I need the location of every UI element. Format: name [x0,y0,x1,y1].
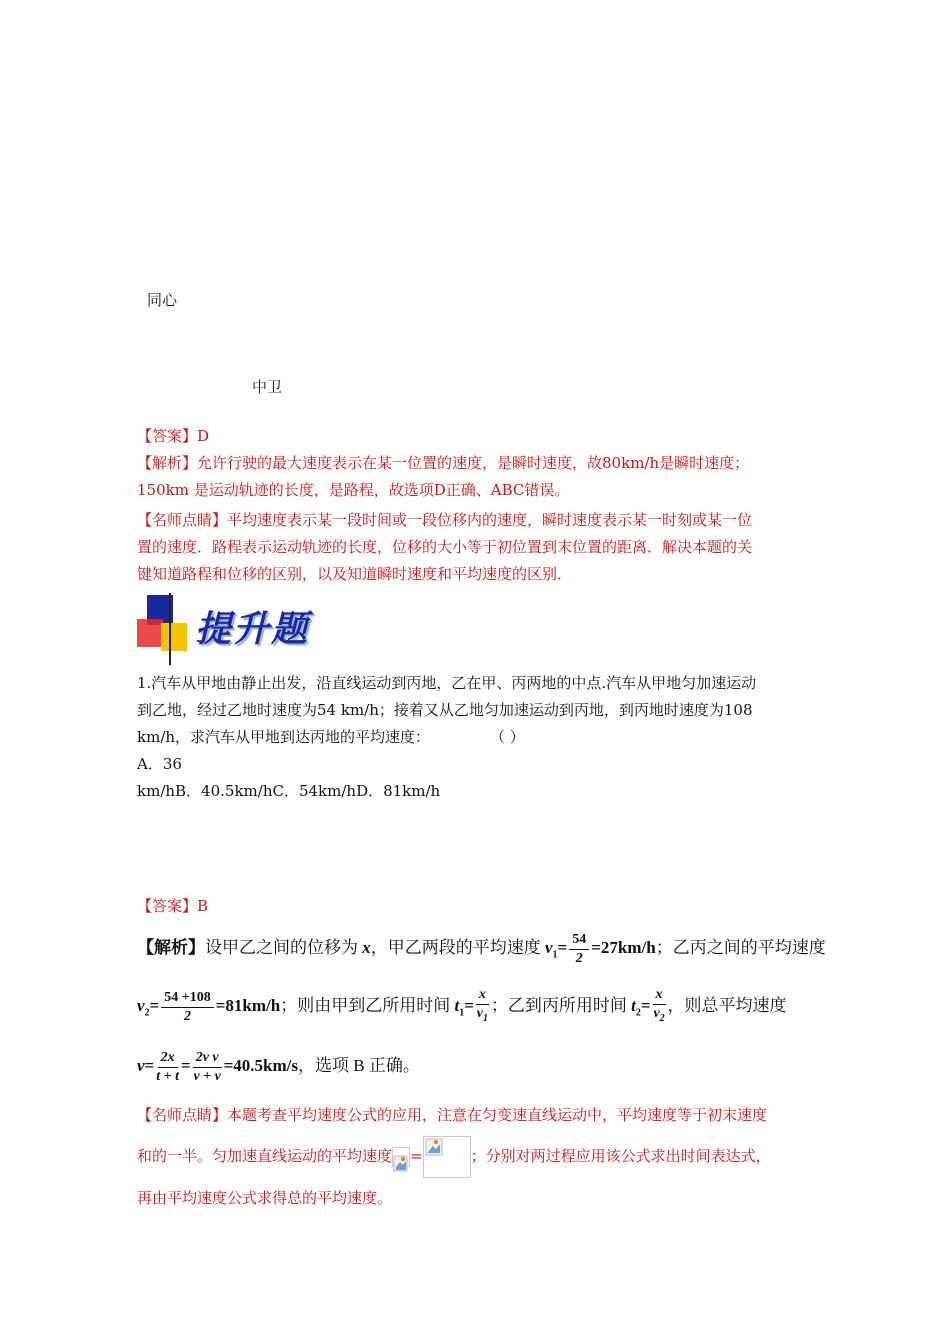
solution-text: 设甲乙之间的位移为 [205,938,358,957]
q1-answer [137,893,827,920]
fraction-num: x [476,986,489,1005]
tip2-tag: 【名师点睛】 [137,1106,228,1124]
subscript: 1 [459,1007,465,1019]
equals: = [181,1056,191,1075]
q1-answer-tag: 【答案】 [137,897,198,915]
var-x: x [362,938,371,957]
tip2-line3: 再由平均速度公式求得总的平均速度。 [137,1189,393,1207]
tip2-line1: 本题考查平均速度公式的应用，注意在匀变速直线运动中，平均速度等于初末速度 [227,1106,768,1124]
fraction-den: 2 [183,1008,191,1024]
result-40-5: =40.5km/s [223,1056,299,1075]
fraction-den: v [653,1006,660,1022]
fraction-num: 54 +108 [161,989,213,1008]
tip2-line2b: ；分别对两过程应用该公式求出时间表达式， [470,1147,771,1165]
var-v: v [137,1056,145,1075]
fraction-den: v [476,1006,483,1022]
solution-tag: 【解析】 [137,938,205,957]
solution-text: ；则由甲到乙所用时间 [280,996,451,1015]
fraction-2v1v2 [193,1049,222,1086]
equals: = [640,996,651,1015]
banner-title: 提升题 [195,609,310,650]
fraction-den: 2 [575,950,583,966]
answer-value: D [197,427,210,445]
solution-text: ；乙到丙所用时间 [490,996,627,1015]
solution-text: ；乙丙之间的平均速度 [655,938,826,957]
fraction-den: t + t [156,1068,179,1084]
tip-tag: 【名师点睛】 [137,511,228,529]
solution-text: ，选项 B 正确。 [298,1056,420,1075]
equals: = [464,996,474,1015]
q1-options-rest: km/hB．40.5km/hC．54km/hD．81km/h [137,782,441,800]
solution-line1 [137,928,826,975]
subscript: 1 [552,949,558,961]
map-label-tongxin: 同心 [147,291,178,309]
fraction-2x [156,1049,179,1086]
q1-line2: 到乙地，经过乙地时速度为54 km/h；接着又从乙地匀加速运动到丙地，到丙地时速度为108 [137,701,753,719]
subscript: 1 [482,1013,488,1024]
q1-line3: km/h，求汽车从甲地到达丙地的平均速度： [137,728,431,746]
analysis-tag: 【解析】 [137,454,198,472]
tip2-line2a: 和的一半。匀加速直线运动的平均速度 [137,1147,393,1165]
result-27: =27km/h [591,938,656,957]
solution-line3 [137,1046,420,1086]
section-banner [137,593,837,665]
fraction-den: v + v [193,1068,221,1084]
q1-option-a: A．36 [137,755,182,773]
result-81: =81km/h [215,996,281,1015]
fraction-num: 2x [158,1049,178,1068]
answer-tag: 【答案】 [137,427,198,445]
q1-blank: （ ） [490,728,525,746]
q1-answer-value: B [197,897,209,915]
tip-line1: 平均速度表示某一段时间或一段位移内的速度，瞬时速度表示某一时刻或某一位 [227,511,753,529]
tip-2 [137,1095,827,1219]
equals: = [144,1056,155,1075]
equals: = [410,1147,423,1165]
prev-answer [137,423,827,450]
var-t1: t [454,996,460,1015]
fraction-54-108 [161,989,213,1026]
tip-line3: 键知道路程和位移的区别，以及知道瞬时速度和平均速度的区别． [137,565,573,583]
broken-image-icon [423,1136,471,1178]
var-v2: v [137,996,145,1015]
fraction-x-v1 [476,986,489,1028]
fraction-54-2 [569,931,589,968]
prev-analysis [137,450,827,504]
map-label-zhongwei: 中卫 [252,378,283,396]
prev-tip [137,507,827,588]
fraction-num: 2v v [193,1049,222,1068]
fraction-num: 54 [569,931,589,950]
equals: = [149,996,160,1015]
equals: = [557,938,568,957]
solution-text: ，甲乙两段的平均速度 [370,938,541,957]
broken-image-icon [392,1147,410,1167]
solution-line2 [137,986,787,1033]
subscript: 2 [144,1007,150,1019]
fraction-num: x [653,986,666,1005]
subscript: 2 [659,1013,665,1024]
var-v1: v [545,938,553,957]
analysis-line2: 150km 是运动轨迹的长度，是路程，故选项D正确、ABC错误。 [137,481,570,499]
subscript: 2 [635,1007,641,1019]
var-t2: t [631,996,636,1015]
solution-text: ，则总平均速度 [667,996,787,1015]
fraction-x-v2 [653,986,666,1028]
analysis-line1: 允许行驶的最大速度表示在某一位置的速度，是瞬时速度，故80km/h是瞬时速度； [197,454,750,472]
tip-line2: 置的速度．路程表示运动轨迹的长度，位移的大小等于初位置到末位置的距离．解决本题的关 [137,538,753,556]
question-1 [137,670,827,805]
q1-line1: 1.汽车从甲地由静止出发，沿直线运动到丙地，乙在甲、丙两地的中点.汽车从甲地匀加速运动 [137,674,757,692]
